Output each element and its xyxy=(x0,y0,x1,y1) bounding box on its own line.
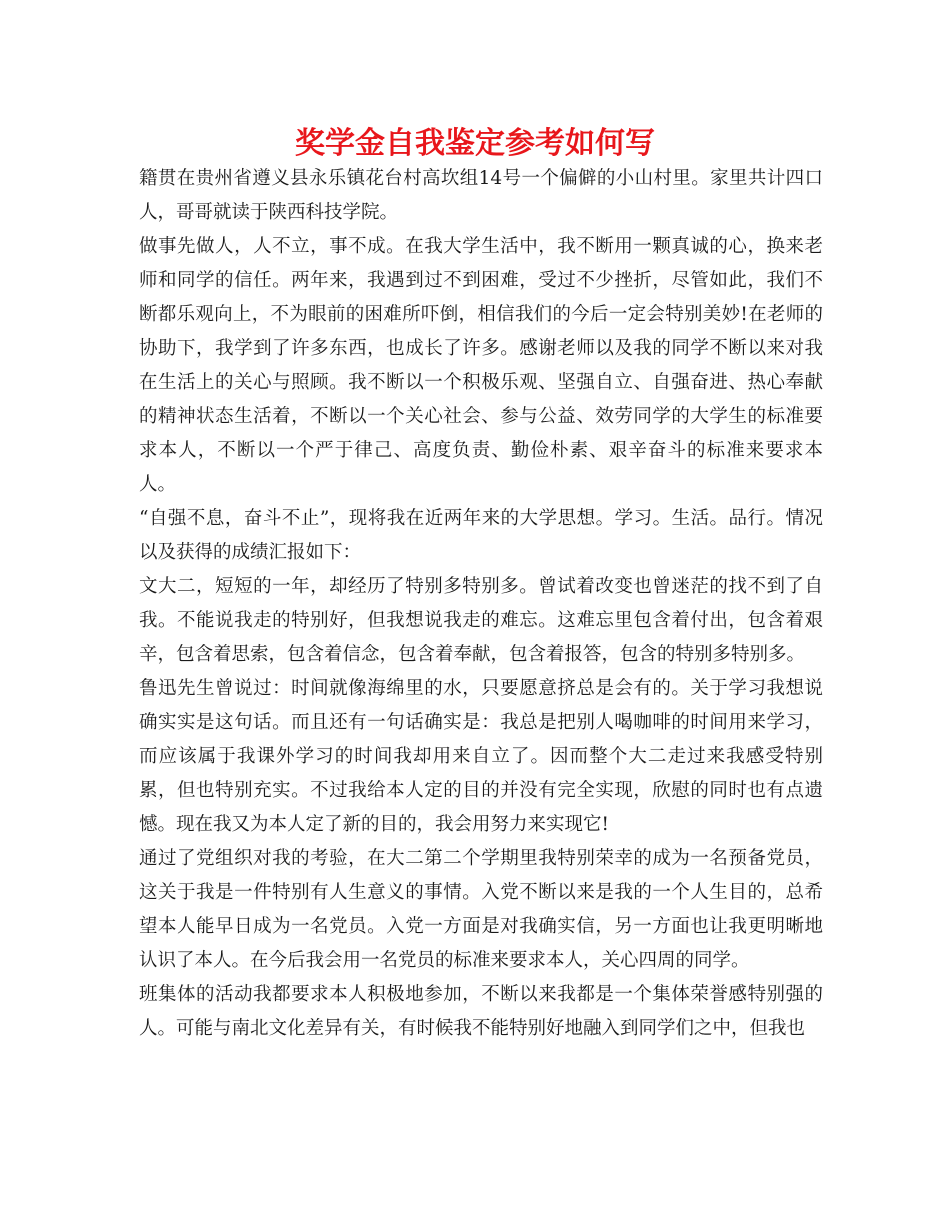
document-title: 奖学金自我鉴定参考如何写 xyxy=(295,126,655,161)
paragraph-class-activities: 班集体的活动我都要求本人积极地参加，不断以来我都是一个集体荣誉感特别强的人。可能与南北文化差异有关，有时候我不能特别好地融入到同学们之中，但我也 xyxy=(139,984,823,1039)
paragraph-study: 鲁迅先生曾说过：时间就像海绵里的水，只要愿意挤总是会有的。关于学习我想说确实实是这句话。而且还有一句话确实是：我总是把别人喝咖啡的时间用来学习，而应该属于我课外学习的时间我却用来自立了。因而整个大二走过来我感受特别累，但也特别充实。不过我给本人定的目的并没有完全实现，欣慰的同时也有点遗憾。现在我又为本人定了新的目的，我会用努力来实现它! xyxy=(139,678,823,835)
paragraph-party-membership: 通过了党组织对我的考验，在大二第二个学期里我特别荣幸的成为一名预备党员，这关于我是一件特别有人生意义的事情。入党不断以来是我的一个人生目的，总希望本人能早日成为一名党员。入党一方面是对我确实信，另一方面也让我更明晰地认识了本人。在今后我会用一名党员的标准来要求本人，关心四周的同学。 xyxy=(139,848,823,971)
paragraph-sophomore-year: 文大二，短短的一年，却经历了特别多特别多。曾试着改变也曾迷茫的找不到了自我。不能说我走的特别好，但我想说我走的难忘。这难忘里包含着付出，包含着艰辛，包含着思索，包含着信念，包含着奉献，包含着报答，包含的特别多特别多。 xyxy=(139,576,823,665)
paragraph-origin: 籍贯在贵州省遵义县永乐镇花台村高坎组14号一个偏僻的小山村里。家里共计四口人，哥哥就读于陕西科技学院。 xyxy=(139,168,823,223)
paragraph-character: 做事先做人，人不立，事不成。在我大学生活中，我不断用一颗真诚的心，换来老师和同学的信任。两年来，我遇到过不到困难，受过不少挫折，尽管如此，我们不断都乐观向上，不为眼前的困难所吓倒，相信我们的今后一定会特别美妙!在老师的协助下，我学到了许多东西，也成长了许多。感谢老师以及我的同学不断以来对我在生活上的关心与照顾。我不断以一个积极乐观、坚强自立、自强奋进、热心奉献的精神状态生活着，不断以一个关心社会、参与公益、效劳同学的大学生的标准要求本人，不断以一个严于律己、高度负责、勤俭朴素、艰辛奋斗的标准来要求本人。 xyxy=(139,236,823,495)
paragraph-motto: “自强不息，奋斗不止”，现将我在近两年来的大学思想。学习。生活。品行。情况以及获得的成绩汇报如下： xyxy=(139,508,823,563)
document-body xyxy=(139,162,823,1046)
